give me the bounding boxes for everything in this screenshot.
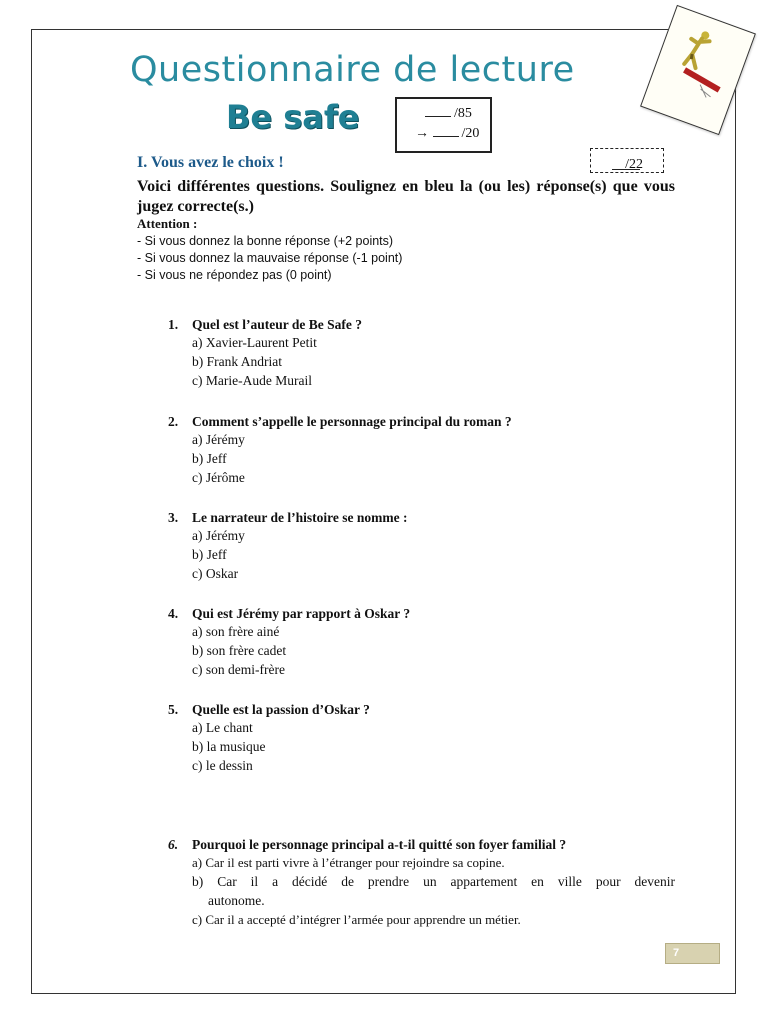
score-blank	[433, 124, 459, 137]
question-number: 6.	[168, 837, 179, 852]
section-score: /22	[625, 157, 643, 172]
answer-option[interactable]: c) Car il a accepté d’intégrer l’armée pour apprendre un métier.	[192, 912, 521, 927]
answer-option[interactable]: c) Oskar	[192, 566, 239, 581]
answer-option[interactable]: c) le dessin	[192, 758, 253, 773]
question-4	[168, 606, 410, 679]
question-number: 5.	[168, 702, 179, 717]
answer-option[interactable]: b) son frère cadet	[192, 643, 287, 658]
section-score-box	[590, 148, 664, 173]
score-blank	[425, 104, 451, 117]
attention-label: Attention :	[137, 216, 198, 231]
question-text: Qui est Jérémy par rapport à Oskar ?	[192, 606, 411, 621]
question-2	[168, 414, 512, 487]
score-scaled-line	[415, 124, 479, 142]
question-text: Pourquoi le personnage principal a-t-il quitté son foyer familial ?	[192, 837, 567, 852]
page-number-badge: 7	[665, 943, 720, 964]
question-number: 3.	[168, 510, 179, 525]
score-scaled: /20	[461, 126, 480, 141]
question-text: Le narrateur de l’histoire se nomme :	[192, 510, 408, 525]
answer-option-text: b) Car il a décidé de prendre un appartement en ville pour devenir	[192, 874, 675, 889]
answer-option-continuation: autonome.	[208, 893, 265, 908]
score-total: /85	[454, 106, 472, 121]
question-number: 1.	[168, 317, 179, 332]
question-6	[168, 837, 675, 929]
answer-option[interactable]: a) Le chant	[192, 720, 253, 735]
rule-item: - Si vous ne répondez pas (0 point)	[137, 268, 332, 282]
instructions: Voici différentes questions. Soulignez en bleu la (ou les) réponse(s) que vous jugez correcte(s.)	[137, 178, 675, 215]
answer-option[interactable]: b) Jeff	[192, 547, 227, 562]
question-text: Quel est l’auteur de Be Safe ?	[192, 317, 362, 332]
rule-item: - Si vous donnez la mauvaise réponse (-1 point)	[137, 251, 403, 265]
answer-option[interactable]: c) Jérôme	[192, 470, 245, 485]
answer-option[interactable]	[192, 872, 675, 910]
scoring-rules	[137, 233, 402, 284]
section-heading: I. Vous avez le choix !	[137, 154, 284, 171]
answer-option[interactable]: c) Marie-Aude Murail	[192, 373, 312, 388]
question-number: 2.	[168, 414, 179, 429]
answer-option[interactable]: a) Xavier-Laurent Petit	[192, 335, 317, 350]
answer-option[interactable]: b) la musique	[192, 739, 266, 754]
question-5	[168, 702, 370, 775]
question-3	[168, 510, 407, 583]
question-text: Comment s’appelle le personnage principal du roman ?	[192, 414, 512, 429]
arrow-icon: →	[415, 126, 429, 141]
score-box	[395, 97, 492, 153]
score-total-line	[425, 104, 472, 122]
answer-option[interactable]: b) Frank Andriat	[192, 354, 282, 369]
question-number: 4.	[168, 606, 179, 621]
answer-option[interactable]: a) Car il est parti vivre à l’étranger pour rejoindre sa copine.	[192, 855, 505, 870]
question-text: Quelle est la passion d’Oskar ?	[192, 702, 370, 717]
page-title: Questionnaire de lecture	[130, 50, 575, 90]
answer-option[interactable]: b) Jeff	[192, 451, 227, 466]
question-1	[168, 317, 362, 390]
book-title: Be safe	[226, 98, 360, 136]
answer-option[interactable]: a) Jérémy	[192, 528, 245, 543]
answer-option[interactable]: a) son frère ainé	[192, 624, 280, 639]
answer-option[interactable]: a) Jérémy	[192, 432, 245, 447]
rule-item: - Si vous donnez la bonne réponse (+2 points)	[137, 234, 394, 248]
answer-option[interactable]: c) son demi-frère	[192, 662, 285, 677]
